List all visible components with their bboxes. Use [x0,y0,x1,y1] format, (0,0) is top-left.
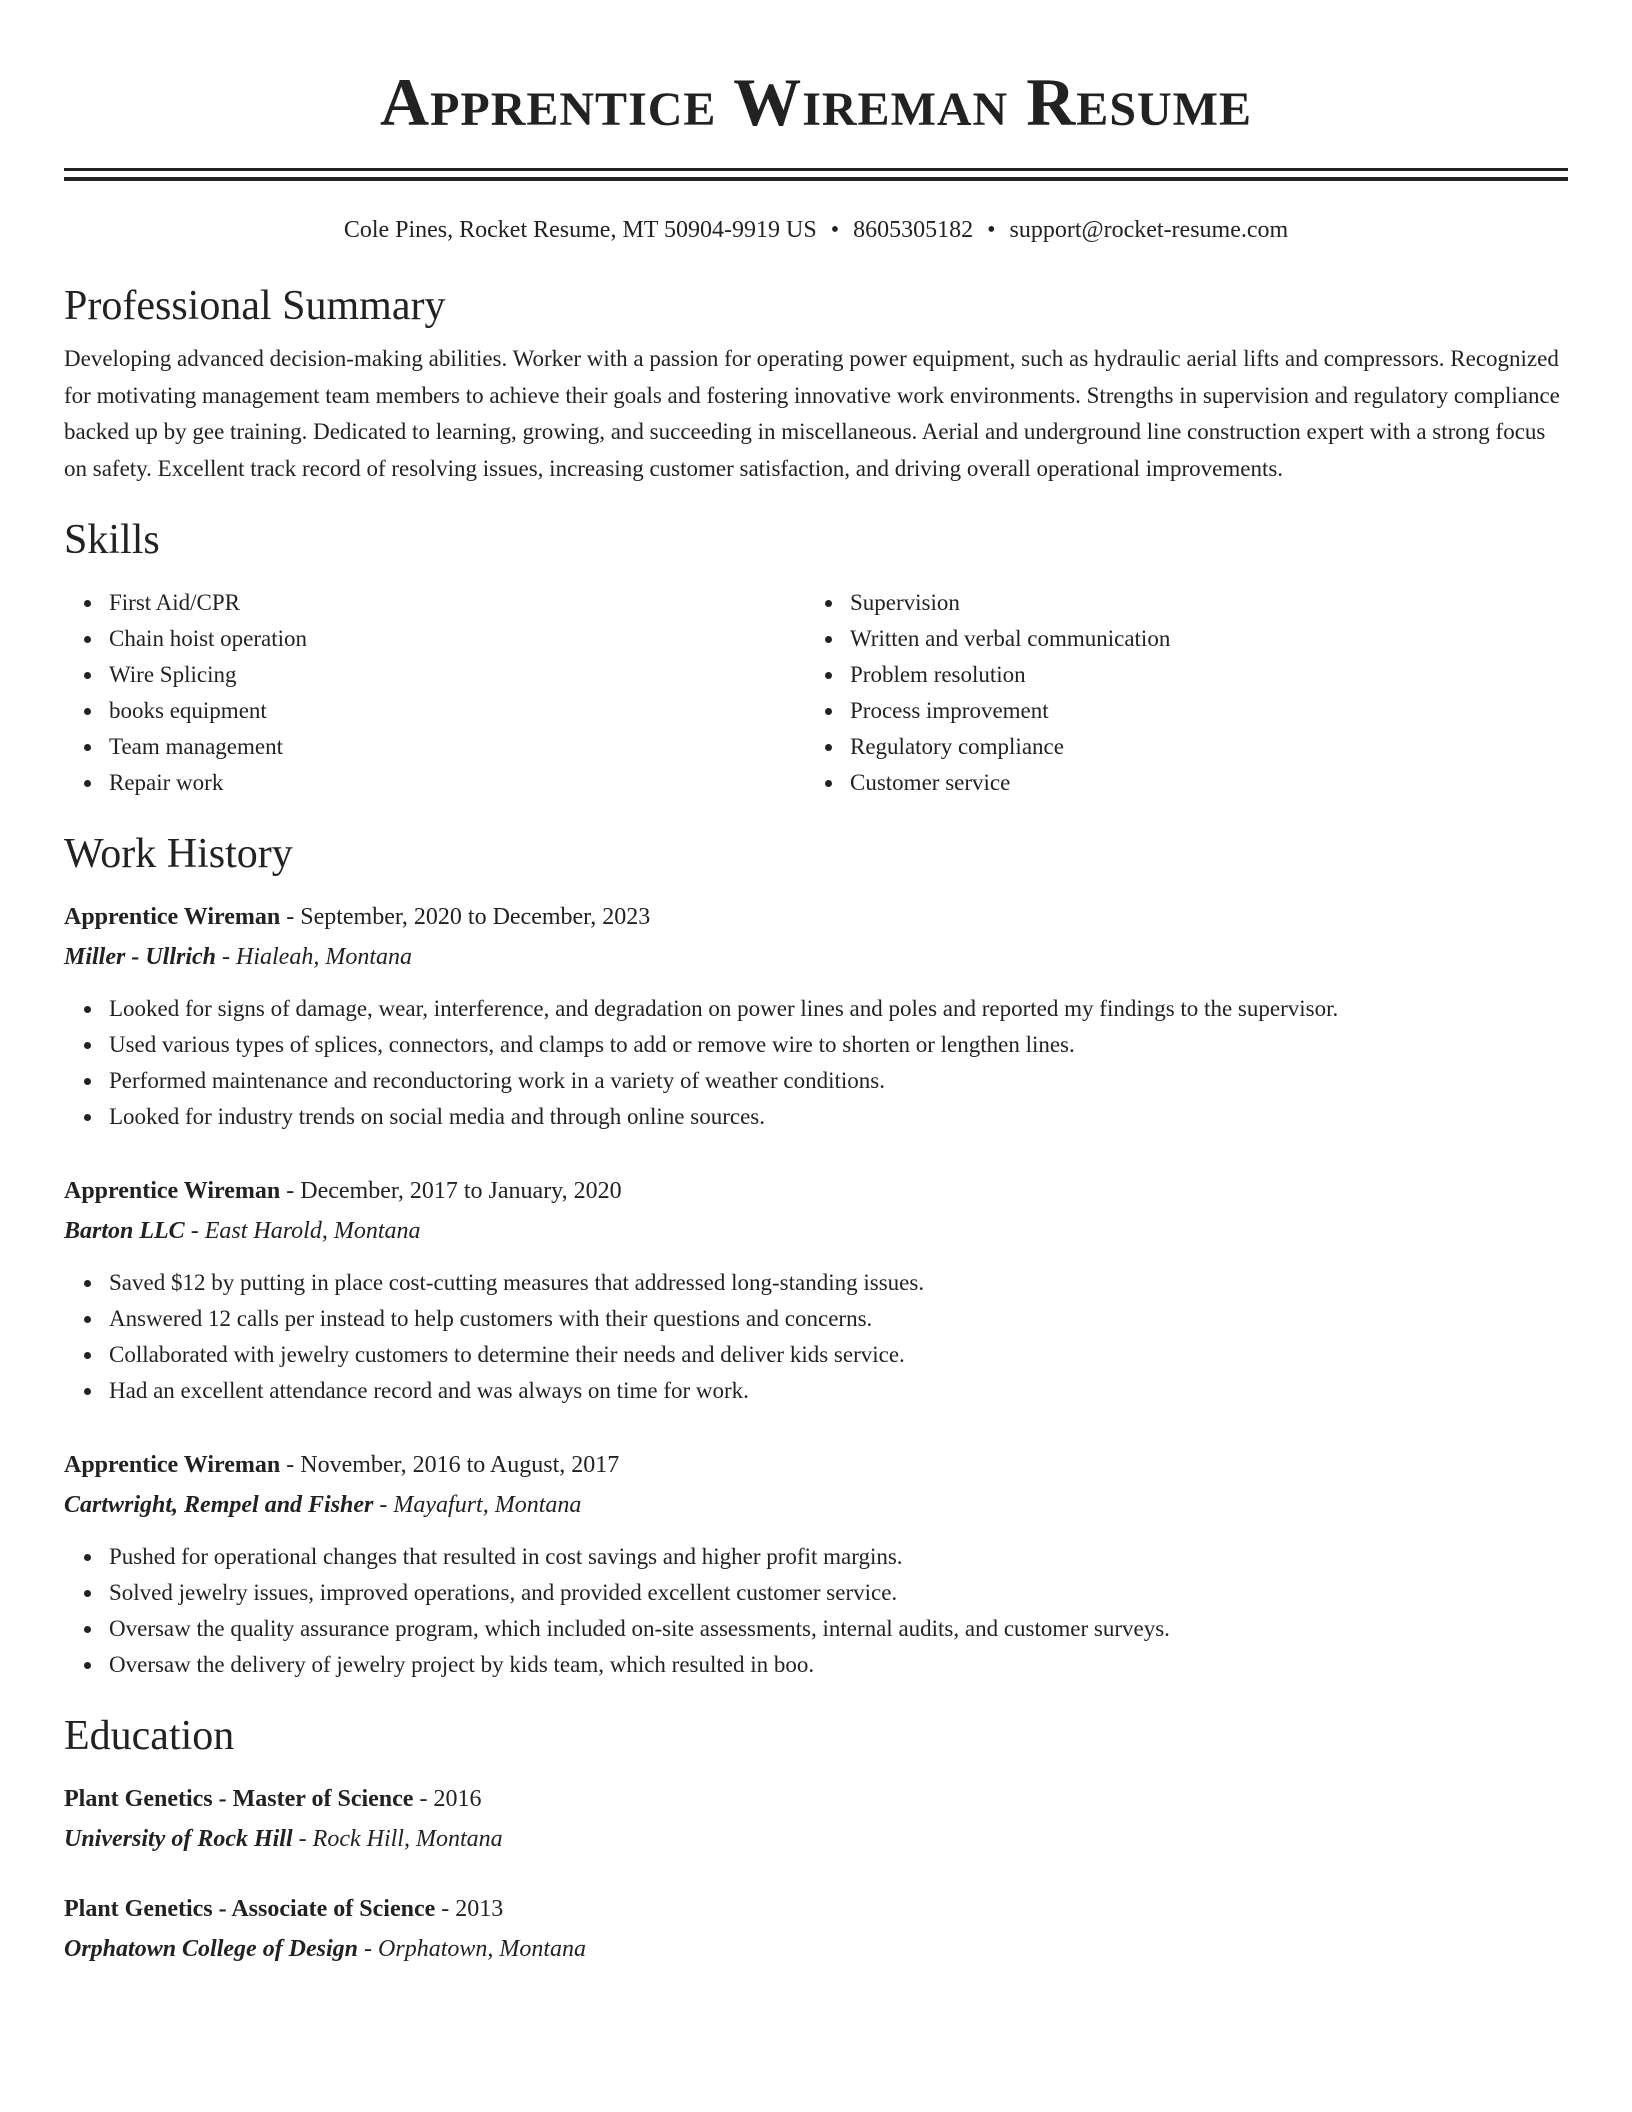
summary-text: Developing advanced decision-making abilities. Worker with a passion for operating power equipment, such as hydraulic aerial lifts and compressors. Recognized for motivating management team members to achieve their goals and fostering innovative work environments. Strengths in supervision and regulatory compliance backed up by gee training. Dedicated to learning, growing, and succeeding in miscellaneous. Aerial and underground line construction expert with a strong focus on safety. Excellent track record of resolving issues, increasing customer satisfaction, and driving overall operational improvements. [64,346,1560,481]
education-school-line: Orphatown College of Design - Orphatown, Montana [64,1936,587,1962]
job-dates: September, 2020 to December, 2023 [300,904,651,930]
job-location: East Harold, Montana [204,1218,421,1244]
education-entry [64,1779,1568,1859]
duty-item: Looked for signs of damage, wear, interference, and degradation on power lines and poles and reported my findings to the supervisor. [109,991,1568,1027]
job-dates: December, 2017 to January, 2020 [300,1178,622,1204]
job-location: Mayafurt, Montana [393,1492,582,1518]
job-company-line: Barton LLC - East Harold, Montana [64,1218,421,1244]
education-heading: Education [64,1713,235,1759]
skill-item: Problem resolution [850,657,1546,693]
job-role: Apprentice Wireman [64,1452,281,1478]
skill-item: Process improvement [850,693,1546,729]
job-role: Apprentice Wireman [64,1178,281,1204]
education-header: Plant Genetics - Master of Science - 2016 [64,1786,482,1812]
duty-item: Answered 12 calls per instead to help customers with their questions and concerns. [109,1301,1568,1337]
job-header: Apprentice Wireman - December, 2017 to January, 2020 [64,1178,622,1204]
job-dates: November, 2016 to August, 2017 [300,1452,620,1478]
education-degree: Master of Science [232,1786,414,1812]
job-company: Cartwright, Rempel and Fisher [64,1492,374,1518]
skill-item: Team management [109,729,805,765]
duty-item: Saved $12 by putting in place cost-cutting measures that addressed long-standing issues. [109,1265,1568,1301]
duty-item: Performed maintenance and reconductoring work in a variety of weather conditions. [109,1063,1568,1099]
education-header: Plant Genetics - Associate of Science - 2013 [64,1896,504,1922]
skill-item: First Aid/CPR [109,585,805,621]
skills-column-right [805,585,1546,801]
job-company-line: Cartwright, Rempel and Fisher - Mayafurt, Montana [64,1492,582,1518]
contact-separator: • [987,217,996,243]
skill-item: Chain hoist operation [109,621,805,657]
contact-email[interactable]: support@rocket-resume.com [1009,217,1289,243]
skill-item: Repair work [109,765,805,801]
contact-address: Cole Pines, Rocket Resume, MT 50904-9919 US [343,217,817,243]
contact-separator: • [830,217,840,243]
education-year: 2016 [433,1786,482,1812]
job-header: Apprentice Wireman - September, 2020 to December, 2023 [64,904,651,930]
contact-phone: 8605305182 [853,217,974,243]
job-entry [64,897,1568,1135]
job-header: Apprentice Wireman - November, 2016 to August, 2017 [64,1452,620,1478]
resume-page [64,0,1568,1969]
job-entry [64,1171,1568,1409]
education-entry [64,1889,1568,1969]
job-duties [64,1265,1568,1409]
duty-item: Used various types of splices, connectors, and clamps to add or remove wire to shorten or lengthen lines. [109,1027,1568,1063]
education-field: Plant Genetics [64,1786,213,1812]
duty-item: Solved jewelry issues, improved operations, and provided excellent customer service. [109,1575,1568,1611]
duty-item: Oversaw the delivery of jewelry project by kids team, which resulted in boo. [109,1647,1568,1683]
job-role: Apprentice Wireman [64,904,281,930]
skill-item: Customer service [850,765,1546,801]
job-entry [64,1445,1568,1683]
summary-heading: Professional Summary [64,283,446,329]
education-year: 2013 [455,1896,504,1922]
skill-item: books equipment [109,693,805,729]
duty-item: Looked for industry trends on social media and through online sources. [109,1099,1568,1135]
work-history-heading: Work History [64,831,293,877]
skills-column-left [64,585,805,801]
education-field: Plant Genetics [64,1896,213,1922]
job-duties [64,991,1568,1135]
job-company-line: Miller - Ullrich - Hialeah, Montana [64,944,412,970]
job-location: Hialeah, Montana [236,944,412,970]
job-company: Barton LLC [64,1218,185,1244]
duty-item: Collaborated with jewelry customers to determine their needs and deliver kids service. [109,1337,1568,1373]
education-school: Orphatown College of Design [64,1936,359,1962]
education-school-line: University of Rock Hill - Rock Hill, Montana [64,1826,503,1852]
skill-item: Supervision [850,585,1546,621]
job-company: Miller - Ullrich [64,944,217,970]
skill-item: Regulatory compliance [850,729,1546,765]
education-location: Rock Hill, Montana [312,1826,503,1852]
skill-item: Written and verbal communication [850,621,1546,657]
skill-item: Wire Splicing [109,657,805,693]
contact-line [64,215,1568,245]
education-school: University of Rock Hill [64,1826,293,1852]
skills-heading: Skills [64,517,160,563]
resume-title: Apprentice Wireman Resume [379,64,1253,140]
duty-item: Pushed for operational changes that resulted in cost savings and higher profit margins. [109,1539,1568,1575]
job-duties [64,1539,1568,1683]
duty-item: Had an excellent attendance record and was always on time for work. [109,1373,1568,1409]
education-location: Orphatown, Montana [378,1936,587,1962]
duty-item: Oversaw the quality assurance program, which included on-site assessments, internal audits, and customer surveys. [109,1611,1568,1647]
skills-list [64,585,1568,801]
education-degree: Associate of Science [231,1896,436,1922]
title-divider [64,168,1568,181]
